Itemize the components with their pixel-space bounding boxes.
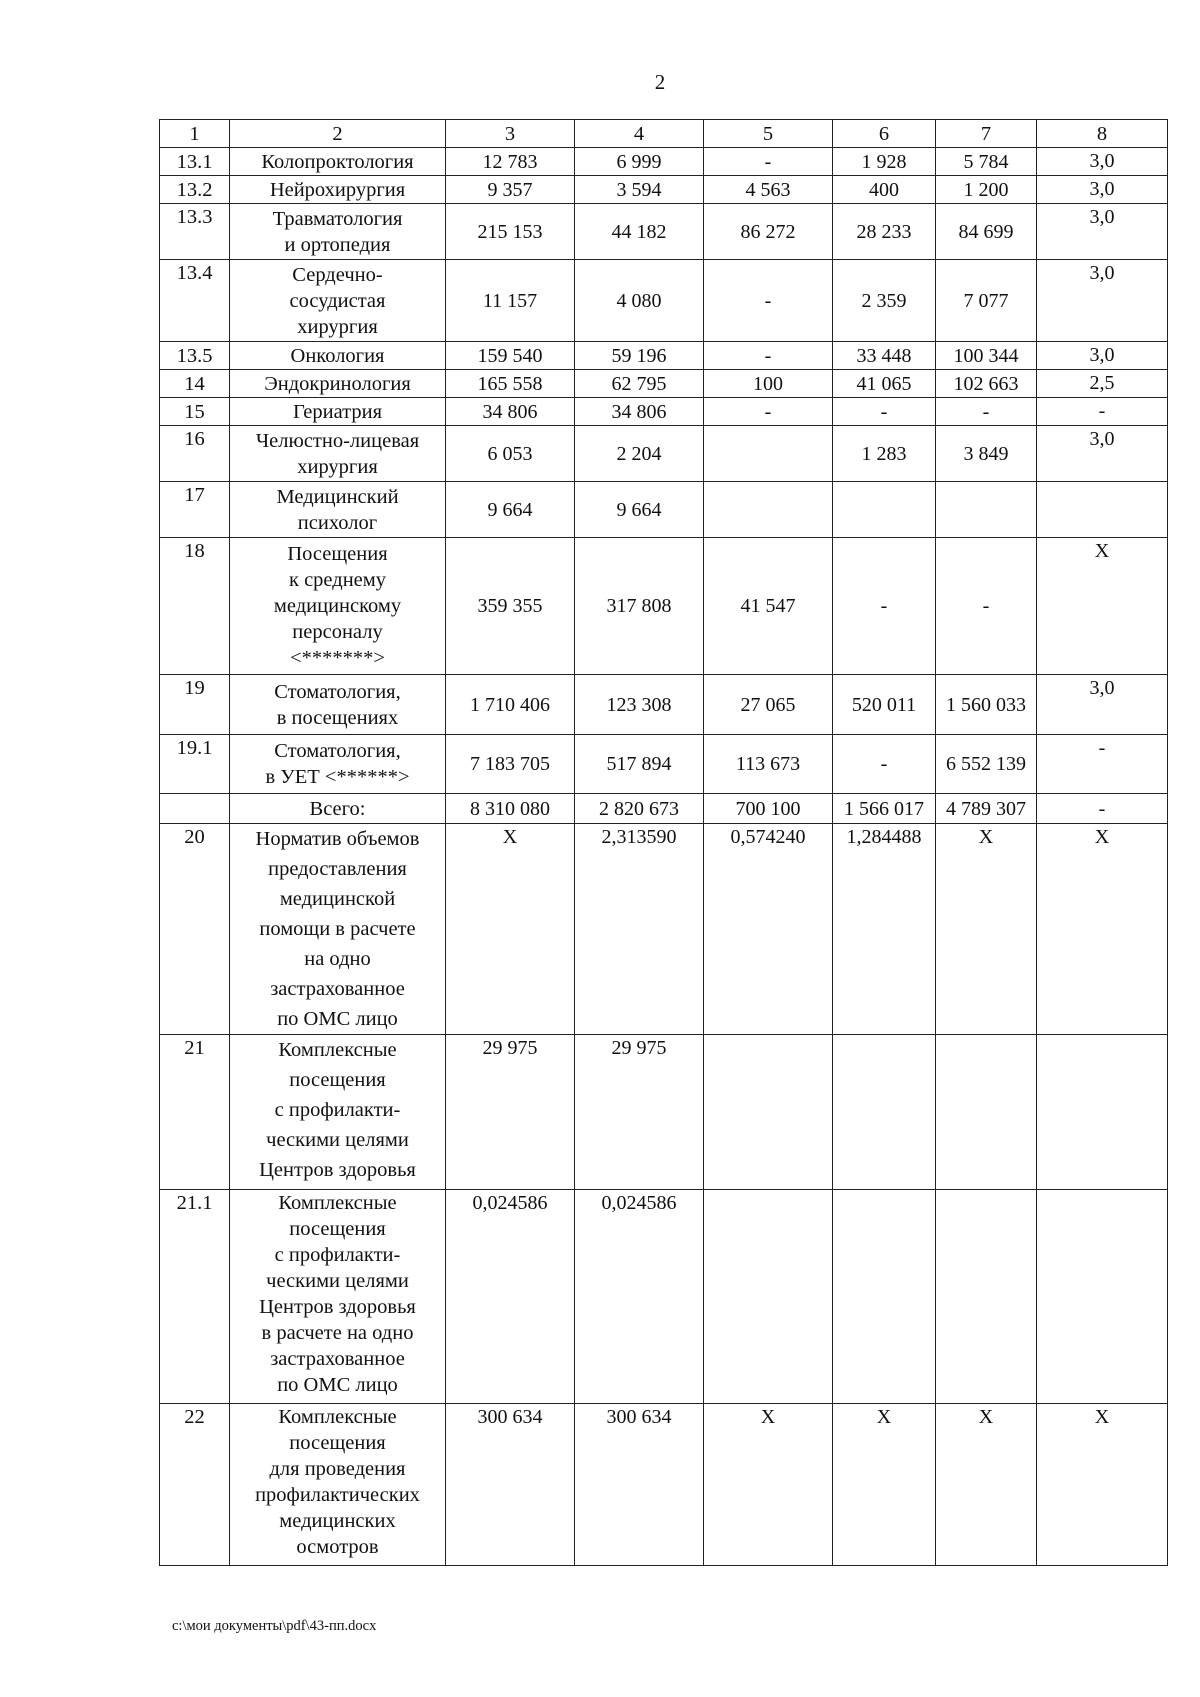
table-cell: 7 077 — [936, 260, 1037, 342]
table-row — [160, 260, 1168, 342]
table-row — [160, 370, 1168, 398]
table-cell: X — [1037, 824, 1168, 1035]
table-cell — [936, 482, 1037, 538]
table-cell — [833, 1035, 936, 1190]
row-number: 13.1 — [160, 148, 230, 176]
table-cell: 517 894 — [575, 735, 704, 794]
table-cell: - — [1037, 735, 1168, 794]
table-cell: 27 065 — [704, 675, 833, 735]
table-cell: 41 065 — [833, 370, 936, 398]
table-cell: 123 308 — [575, 675, 704, 735]
table-cell: - — [704, 398, 833, 426]
table-cell — [704, 482, 833, 538]
table-cell: 12 783 — [446, 148, 575, 176]
table-cell: 1 710 406 — [446, 675, 575, 735]
table-cell: 359 355 — [446, 538, 575, 675]
table-cell: 8 310 080 — [446, 794, 575, 824]
row-name: Норматив объемов предоставления медицинской помощи в расчете на одно застрахованное по ОМС лицо — [230, 824, 446, 1035]
table-cell: X — [936, 1404, 1037, 1566]
table-cell: 29 975 — [446, 1035, 575, 1190]
table-row — [160, 482, 1168, 538]
row-number: 13.2 — [160, 176, 230, 204]
table-cell: 2,313590 — [575, 824, 704, 1035]
row-name: Комплексные посещения для проведения профилактических медицинских осмотров — [230, 1404, 446, 1566]
row-number: 13.5 — [160, 342, 230, 370]
table-cell: - — [1037, 794, 1168, 824]
table-cell: - — [833, 538, 936, 675]
table-cell: 9 357 — [446, 176, 575, 204]
row-name: Нейрохирургия — [230, 176, 446, 204]
table-cell — [833, 1190, 936, 1404]
table-cell: 159 540 — [446, 342, 575, 370]
table-cell: 1 928 — [833, 148, 936, 176]
table-cell: 3,0 — [1037, 176, 1168, 204]
table-cell: 100 — [704, 370, 833, 398]
table-cell: 300 634 — [575, 1404, 704, 1566]
row-name: Гериатрия — [230, 398, 446, 426]
total-label: Всего: — [230, 794, 446, 824]
table-cell — [833, 482, 936, 538]
table-cell: 1 283 — [833, 426, 936, 482]
table-cell — [704, 1190, 833, 1404]
table-cell: X — [833, 1404, 936, 1566]
table-cell: 215 153 — [446, 204, 575, 260]
table-cell: 4 080 — [575, 260, 704, 342]
column-header: 3 — [446, 120, 575, 148]
table-cell: 33 448 — [833, 342, 936, 370]
table-cell: 1 566 017 — [833, 794, 936, 824]
row-name: Стоматология, в посещениях — [230, 675, 446, 735]
table-cell: 2 359 — [833, 260, 936, 342]
row-name: Посещения к среднему медицинскому персоналу <*******> — [230, 538, 446, 675]
table-cell — [1037, 1190, 1168, 1404]
table-cell — [1037, 482, 1168, 538]
table-row — [160, 342, 1168, 370]
table-cell: 165 558 — [446, 370, 575, 398]
table-cell: - — [833, 735, 936, 794]
table-cell: 3,0 — [1037, 260, 1168, 342]
row-number: 15 — [160, 398, 230, 426]
table-cell: X — [446, 824, 575, 1035]
table-cell: 2 820 673 — [575, 794, 704, 824]
table-cell — [704, 426, 833, 482]
table-cell: 4 563 — [704, 176, 833, 204]
table-cell: 3,0 — [1037, 426, 1168, 482]
table-cell: 11 157 — [446, 260, 575, 342]
row-name: Комплексные посещения с профилакти- ческими целями Центров здоровья — [230, 1035, 446, 1190]
row-number: 22 — [160, 1404, 230, 1566]
table-row — [160, 735, 1168, 794]
table-cell: 2,5 — [1037, 370, 1168, 398]
table-cell: X — [1037, 1404, 1168, 1566]
row-name: Травматология и ортопедия — [230, 204, 446, 260]
table-cell: 59 196 — [575, 342, 704, 370]
table-row — [160, 675, 1168, 735]
table-cell: 100 344 — [936, 342, 1037, 370]
table-cell: - — [704, 260, 833, 342]
table-cell: 86 272 — [704, 204, 833, 260]
table-cell: 102 663 — [936, 370, 1037, 398]
table-cell: - — [704, 342, 833, 370]
table-cell: 6 552 139 — [936, 735, 1037, 794]
table-cell: 7 183 705 — [446, 735, 575, 794]
row-number: 19 — [160, 675, 230, 735]
table-cell: 520 011 — [833, 675, 936, 735]
table-cell: 9 664 — [446, 482, 575, 538]
row-number: 14 — [160, 370, 230, 398]
table-cell: 0,024586 — [575, 1190, 704, 1404]
table-cell: 700 100 — [704, 794, 833, 824]
table-cell: 6 053 — [446, 426, 575, 482]
table-cell: 0,574240 — [704, 824, 833, 1035]
row-number — [160, 794, 230, 824]
table-cell: 9 664 — [575, 482, 704, 538]
row-name: Челюстно-лицевая хирургия — [230, 426, 446, 482]
table-cell: - — [1037, 398, 1168, 426]
table-cell: 4 789 307 — [936, 794, 1037, 824]
table-cell: - — [936, 538, 1037, 675]
table-cell — [936, 1190, 1037, 1404]
table-cell: 300 634 — [446, 1404, 575, 1566]
table-cell: 1 560 033 — [936, 675, 1037, 735]
table-cell: 317 808 — [575, 538, 704, 675]
table-row — [160, 538, 1168, 675]
table-cell: 5 784 — [936, 148, 1037, 176]
table-cell: 44 182 — [575, 204, 704, 260]
table-cell: 3,0 — [1037, 342, 1168, 370]
table-cell: X — [704, 1404, 833, 1566]
row-name: Колопроктология — [230, 148, 446, 176]
table-cell: 3,0 — [1037, 204, 1168, 260]
table-cell: 113 673 — [704, 735, 833, 794]
table-row — [160, 1035, 1168, 1190]
table-cell: 34 806 — [575, 398, 704, 426]
table-cell: 1,284488 — [833, 824, 936, 1035]
table-cell: - — [833, 398, 936, 426]
row-number: 16 — [160, 426, 230, 482]
table-row — [160, 204, 1168, 260]
row-name: Комплексные посещения с профилакти- ческими целями Центров здоровья в расчете на одно застрахованное по ОМС лицо — [230, 1190, 446, 1404]
table-cell: 84 699 — [936, 204, 1037, 260]
table-row — [160, 426, 1168, 482]
table-total-row — [160, 794, 1168, 824]
data-table — [159, 119, 1168, 1566]
row-name: Сердечно- сосудистая хирургия — [230, 260, 446, 342]
table-cell: 0,024586 — [446, 1190, 575, 1404]
table-cell: 1 200 — [936, 176, 1037, 204]
table-cell: 3 849 — [936, 426, 1037, 482]
table-cell: 3 594 — [575, 176, 704, 204]
row-number: 18 — [160, 538, 230, 675]
table-row — [160, 824, 1168, 1035]
table-cell: 28 233 — [833, 204, 936, 260]
table-row — [160, 1190, 1168, 1404]
table-cell: 400 — [833, 176, 936, 204]
table-cell — [704, 1035, 833, 1190]
row-name: Стоматология, в УЕТ <******> — [230, 735, 446, 794]
table-row — [160, 148, 1168, 176]
table-cell: 62 795 — [575, 370, 704, 398]
table-row — [160, 398, 1168, 426]
row-number: 21.1 — [160, 1190, 230, 1404]
table-cell: X — [1037, 538, 1168, 675]
column-header: 1 — [160, 120, 230, 148]
table-cell — [1037, 1035, 1168, 1190]
row-number: 13.4 — [160, 260, 230, 342]
row-number: 17 — [160, 482, 230, 538]
table-cell — [936, 1035, 1037, 1190]
table-cell: - — [936, 398, 1037, 426]
table-row — [160, 1404, 1168, 1566]
table-cell: X — [936, 824, 1037, 1035]
column-header: 2 — [230, 120, 446, 148]
footer-file-path: c:\мои документы\pdf\43-пп.docx — [172, 1618, 377, 1634]
column-header: 8 — [1037, 120, 1168, 148]
row-number: 19.1 — [160, 735, 230, 794]
table-cell: 41 547 — [704, 538, 833, 675]
table-cell: 2 204 — [575, 426, 704, 482]
row-name: Эндокринология — [230, 370, 446, 398]
column-header: 4 — [575, 120, 704, 148]
table-cell: 34 806 — [446, 398, 575, 426]
table-cell: - — [704, 148, 833, 176]
table-cell: 6 999 — [575, 148, 704, 176]
row-name: Онкология — [230, 342, 446, 370]
page-number: 2 — [654, 70, 666, 94]
table-header-row — [160, 120, 1168, 148]
column-header: 5 — [704, 120, 833, 148]
row-number: 21 — [160, 1035, 230, 1190]
table-cell: 3,0 — [1037, 148, 1168, 176]
row-name: Медицинский психолог — [230, 482, 446, 538]
column-header: 6 — [833, 120, 936, 148]
column-header: 7 — [936, 120, 1037, 148]
row-number: 20 — [160, 824, 230, 1035]
table-cell: 3,0 — [1037, 675, 1168, 735]
table-cell: 29 975 — [575, 1035, 704, 1190]
table-row — [160, 176, 1168, 204]
row-number: 13.3 — [160, 204, 230, 260]
